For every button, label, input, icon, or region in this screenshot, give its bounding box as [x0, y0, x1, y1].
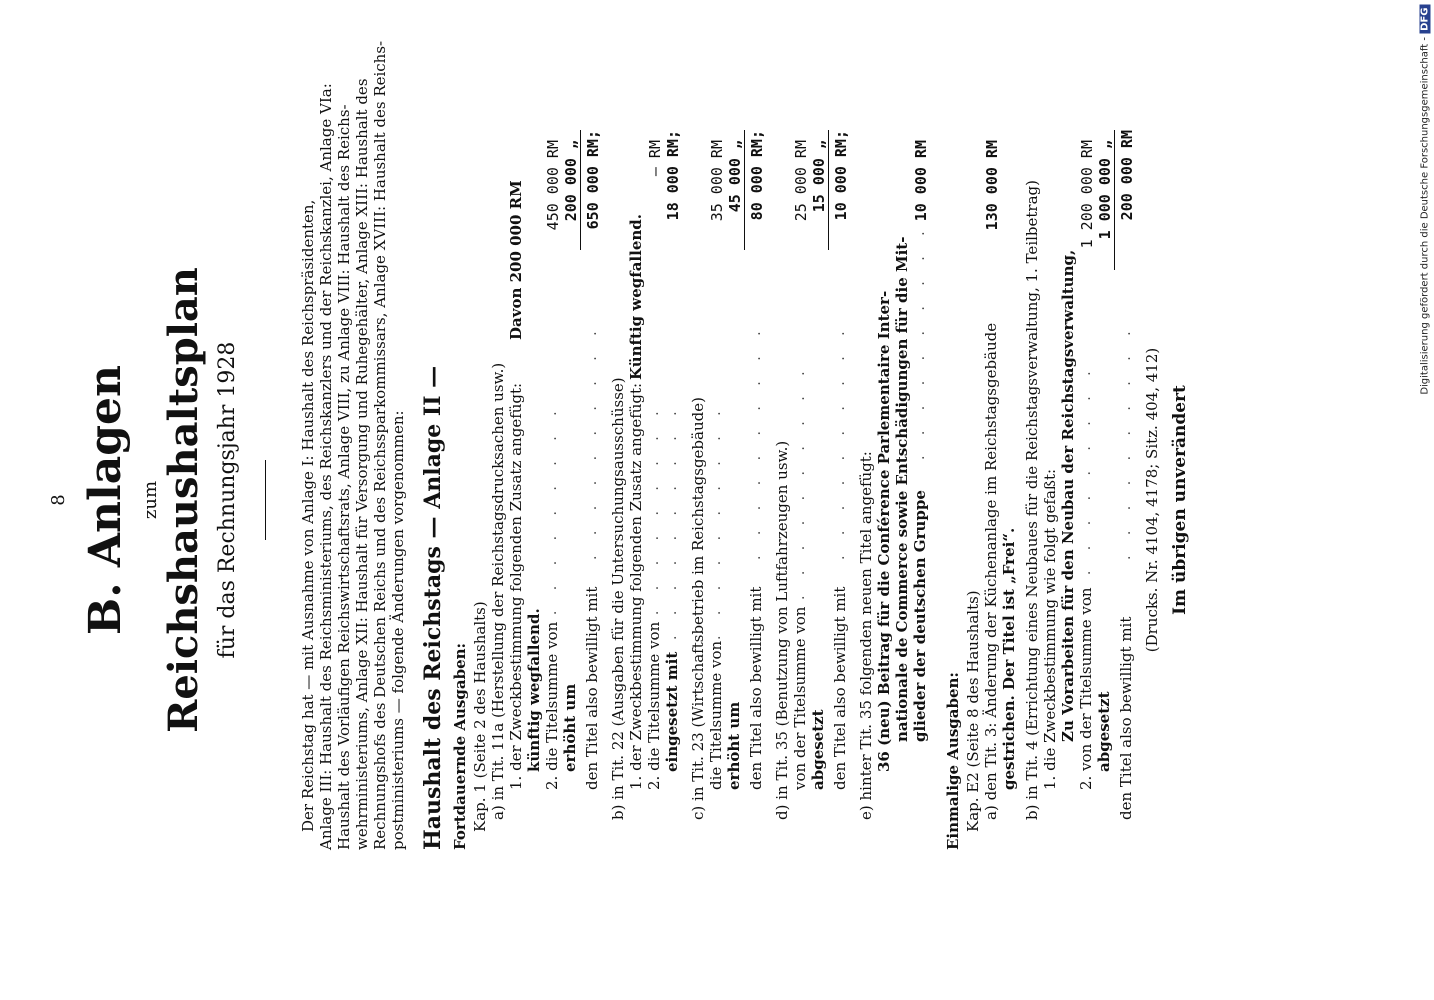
heading-zum: zum: [140, 480, 161, 520]
leader-dots: . . . . . . . . . .: [708, 403, 724, 640]
closing-line: Im übrigen unverändert: [1170, 385, 1190, 615]
intro-line: postministeriums — folgende Änderungen vorgenommen:: [389, 410, 407, 850]
side-credit: [1416, 8, 1434, 992]
leader-dots: . . . . . . . . . .: [912, 223, 928, 460]
item-ea-line: gestrichen. Der Titel ist „Frei“.: [1000, 527, 1018, 790]
amount: 10 000 RM;: [832, 130, 850, 221]
side-credit-text: Digitalisierung gefördert durch die Deutsche Forschungsgemeinschaft -: [1419, 37, 1431, 395]
amount: 10 000 RM: [912, 140, 930, 222]
item-a-line: erhöht um: [561, 683, 579, 772]
amount: 200 000 RM: [1118, 130, 1136, 221]
dfg-logo: DFG: [1420, 5, 1431, 34]
amount: 130 000 RM: [983, 140, 1001, 231]
heading-fiscal-year: für das Rechnungsjahr 1928: [215, 341, 240, 659]
amount: 1 000 000 „: [1096, 140, 1114, 240]
intro-line: Haushalt des Vorläufigen Reichswirtschaftsrats, Anlage VIII, zu Anlage VIII: Haushalt des Reichs-: [335, 104, 353, 850]
item-d-line: d) in Tit. 35 (Benutzung von Luftfahrzeugen usw.): [773, 440, 791, 820]
amount: 80 000 RM;: [748, 130, 766, 221]
item-c-line: die Titelsumme von: [707, 640, 725, 790]
page-number: 8: [48, 494, 69, 506]
sum-rule: [744, 130, 745, 250]
kap1-line: Kap. 1 (Seite 2 des Haushalts): [471, 601, 489, 832]
sum-rule: [580, 130, 581, 250]
leader-dots: . . . . . . . . . .: [748, 323, 764, 560]
item-eb-line: Zu Vorarbeiten für den Neubau der Reichstagsverwaltung,: [1059, 249, 1077, 742]
item-eb-line: 1. die Zweckbestimmung wie folgt gefaßt:: [1041, 468, 1059, 790]
item-ea-line: a) den Tit. 3: Änderung der Küchenanlage im Reichstagsgebäude: [982, 322, 1000, 820]
amount: 450 000 RM: [544, 140, 562, 231]
item-c-line: c) in Tit. 23 (Wirtschaftsbetrieb im Reichstagsgebäude): [689, 397, 707, 820]
section-title: Haushalt des Reichstags — Anlage II —: [420, 365, 446, 850]
item-e-line: e) hinter Tit. 35 folgenden neuen Titel angefügt:: [857, 451, 875, 820]
drucksache-reference: (Drucks. Nr. 4104, 4178; Sitz. 404, 412): [1143, 347, 1161, 653]
item-a-line: a) in Tit. 11a (Herstellung der Reichstagsdrucksachen usw.): [489, 362, 507, 820]
item-eb-line: abgesetzt: [1095, 691, 1113, 772]
item-c-line: den Titel also bewilligt mit: [747, 586, 765, 790]
amount: 18 000 RM;: [664, 130, 682, 221]
leader-dots: . . . . . . . . . .: [1078, 363, 1094, 600]
heading-title: B. Anlagen: [80, 365, 131, 635]
item-b-line: eingesetzt mit: [663, 651, 681, 772]
item-b-note: Künftig wegfallend.: [627, 214, 645, 380]
item-eb-line: den Titel also bewilligt mit: [1117, 616, 1135, 820]
item-d-line: von der Titelsumme von: [791, 606, 809, 790]
item-a-note: Davon 200 000 RM: [507, 180, 525, 340]
amount: 650 000 RM;: [584, 130, 602, 230]
item-a-line: den Titel also bewilligt mit: [583, 586, 601, 790]
amount: — RM: [646, 140, 664, 177]
item-d-line: abgesetzt: [809, 709, 827, 790]
item-e-line: 36 (neu) Beitrag für die Conférence Parlementaire Inter-: [875, 290, 893, 772]
item-b-line: 2. die Titelsumme von: [645, 621, 663, 790]
leader-dots: . . . . . . . . . .: [664, 403, 680, 640]
intro-line: Anlage III: Haushalt des Reichsministeriums, des Reichskanzlers und der Reichskanzlei, Anlage VIa:: [317, 83, 335, 850]
sum-rule: [1114, 130, 1115, 270]
einmalige-heading: Einmalige Ausgaben:: [944, 672, 962, 850]
kapE2-line: Kap. E2 (Seite 8 des Haushalts): [964, 590, 982, 832]
leader-dots: . . . . . . . . . .: [792, 363, 808, 600]
item-a-line: 2. die Titelsumme von: [543, 621, 561, 790]
item-eb-line: b) in Tit. 4 (Errichtung eines Neubaues für die Reichstagsverwaltung, 1. Teilbetrag): [1023, 180, 1041, 820]
item-d-line: den Titel also bewilligt mit: [831, 586, 849, 790]
item-b-line: b) in Tit. 22 (Ausgaben für die Untersuchungsausschüsse): [609, 377, 627, 820]
heading-divider: [265, 460, 266, 540]
amount: 15 000 „: [810, 140, 828, 213]
leader-dots: . . . . . . . . . .: [646, 403, 662, 640]
item-e-line: glieder der deutschen Gruppe: [911, 490, 929, 742]
leader-dots: . . . . . . . . . .: [832, 323, 848, 560]
fortdauernde-heading: Fortdauernde Ausgaben:: [451, 642, 469, 850]
intro-line: wehrministeriums, Anlage XII: Haushalt für Versorgung und Ruhegehälter, Anlage XIII: Haushalt des: [353, 78, 371, 850]
amount: 1 200 000 RM: [1078, 140, 1096, 249]
leader-dots: . . . . . . . . . .: [544, 403, 560, 640]
amount: 200 000 „: [562, 140, 580, 222]
item-c-line: erhöht um: [725, 701, 743, 790]
sum-rule: [828, 130, 829, 250]
heading-subtitle: Reichshaushaltsplan: [160, 267, 207, 733]
intro-line: Rechnungshofs des Deutschen Reichs und des Reichssparkommissars, Anlage XVIII: Haushalt des Reichs-: [371, 40, 389, 850]
item-a-line: künftig wegfallend.: [525, 608, 543, 772]
item-b-line: 1. der Zweckbestimmung folgenden Zusatz angefügt:: [627, 382, 645, 790]
item-eb-line: 2. von der Titelsumme von: [1077, 587, 1095, 790]
item-a-line: 1. der Zweckbestimmung folgenden Zusatz angefügt:: [507, 382, 525, 790]
amount: 25 000 RM: [792, 140, 810, 222]
item-e-line: nationale de Commerce sowie Entschädigungen für die Mit-: [893, 236, 911, 742]
intro-line: Der Reichstag hat — mit Ausnahme von Anlage I: Haushalt des Reichspräsidenten,: [299, 199, 317, 832]
leader-dots: . . . . . . . . . .: [1118, 323, 1134, 560]
leader-dots: . . . . . . . . . .: [584, 323, 600, 560]
amount: 35 000 RM: [708, 140, 726, 222]
amount: 45 000 „: [726, 140, 744, 213]
